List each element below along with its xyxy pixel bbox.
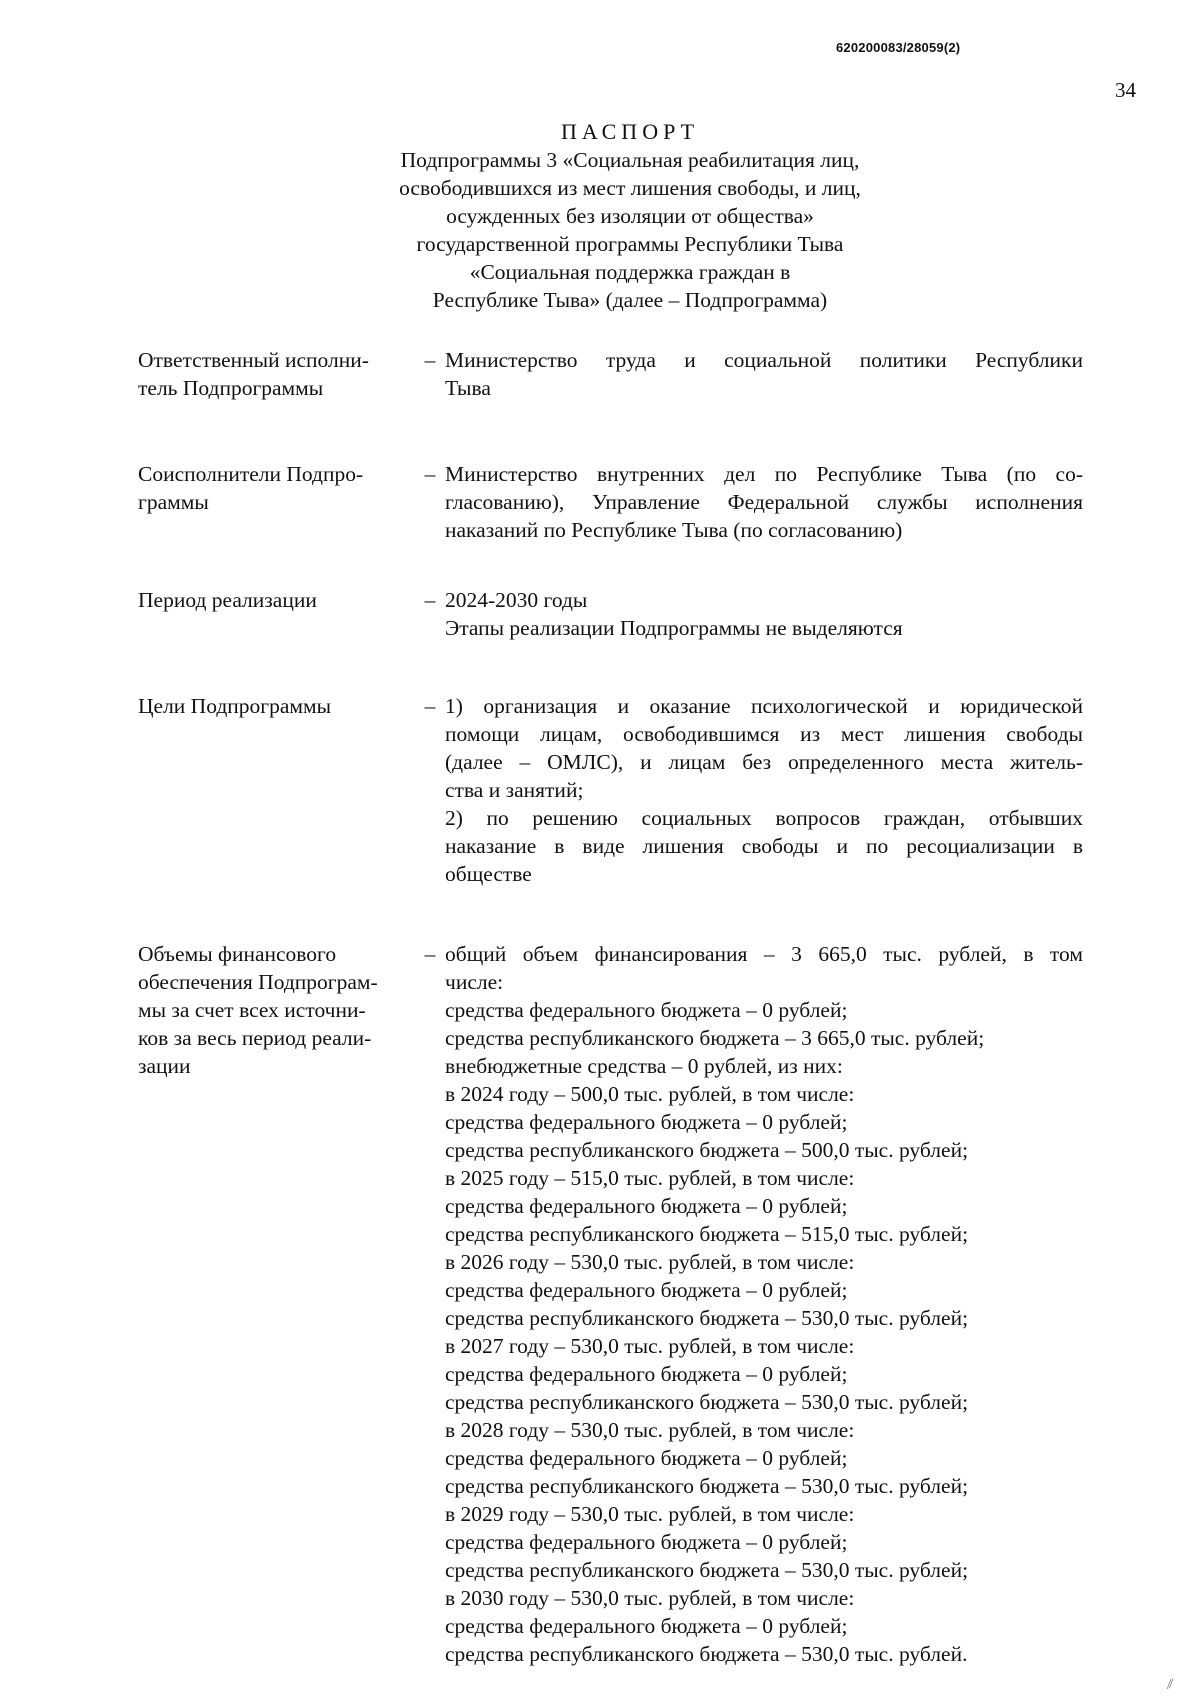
row-value-line: 2024-2030 годы [445, 588, 588, 612]
row-label [138, 586, 415, 642]
row-label-line: Ответственный исполни- [138, 348, 369, 372]
row-value-line: средства республиканского бюджета – 530,0 тыс. рублей; [445, 1306, 969, 1330]
subtitle-line: освободившихся из мест лишения свободы, и лиц, [399, 176, 861, 200]
subtitle-line: Подпрограммы 3 «Социальная реабилитация лиц, [400, 148, 860, 172]
row-dash: – [424, 588, 436, 612]
row-value-line: помощи лицам, освободившимся из мест лишения свободы [445, 722, 1083, 746]
row-value-line: средства республиканского бюджета – 530,0 тыс. рублей; [445, 1558, 969, 1582]
row-value-line: средства федерального бюджета – 0 рублей; [445, 998, 848, 1022]
row-value-line: в 2026 году – 530,0 тыс. рублей, в том числе: [445, 1250, 855, 1274]
row-label-line: мы за счет всех источни- [138, 998, 366, 1022]
row-value [445, 346, 1083, 402]
row-value-line: наказаний по Республике Тыва (по согласованию) [445, 518, 903, 542]
row-value-line: средства республиканского бюджета – 530,0 тыс. рублей; [445, 1390, 969, 1414]
row-value-line: средства республиканского бюджета – 3 665,0 тыс. рублей; [445, 1026, 985, 1050]
row-label [138, 940, 415, 1668]
subtitle-line: государственной программы Республики Тыва [416, 232, 844, 256]
row-dash: – [424, 942, 436, 966]
row-value-line: средства федерального бюджета – 0 рублей; [445, 1110, 848, 1134]
row-label [138, 460, 415, 544]
passport-row [138, 692, 1118, 888]
row-label-line: тель Подпрограммы [138, 376, 324, 400]
passport-row [138, 940, 1118, 1668]
passport-table [138, 346, 1118, 1668]
row-label [138, 346, 415, 402]
row-label-line: Соисполнители Подпро- [138, 462, 364, 486]
passport-row [138, 586, 1118, 642]
row-label-line: обеспечения Подпрограм- [138, 970, 378, 994]
row-value-line: в 2024 году – 500,0 тыс. рублей, в том числе: [445, 1082, 855, 1106]
row-value-line: средства федерального бюджета – 0 рублей; [445, 1194, 848, 1218]
handwritten-mark: ∕∕ [1166, 1675, 1175, 1692]
row-value-line: средства федерального бюджета – 0 рублей; [445, 1446, 848, 1470]
row-value-line: средства республиканского бюджета – 515,0 тыс. рублей; [445, 1222, 969, 1246]
row-value-line: внебюджетные средства – 0 рублей, из них: [445, 1054, 843, 1078]
row-value-line: средства федерального бюджета – 0 рублей; [445, 1278, 848, 1302]
row-value [445, 460, 1083, 544]
row-value-line: средства федерального бюджета – 0 рублей; [445, 1530, 848, 1554]
subtitle-line: Республике Тыва» (далее – Подпрограмма) [432, 288, 828, 312]
passport-row [138, 346, 1118, 402]
row-dash: – [424, 462, 436, 486]
row-value-line: Этапы реализации Подпрограммы не выделяются [445, 616, 903, 640]
row-value-line: средства республиканского бюджета – 530,0 тыс. рублей; [445, 1474, 969, 1498]
row-value-line: в 2027 году – 530,0 тыс. рублей, в том числе: [445, 1334, 855, 1358]
row-label-line: зации [138, 1054, 191, 1078]
row-value-line: в 2025 году – 515,0 тыс. рублей, в том числе: [445, 1166, 855, 1190]
row-value-line: средства республиканского бюджета – 500,0 тыс. рублей; [445, 1138, 969, 1162]
row-value-line: средства республиканского бюджета – 530,0 тыс. рублей. [445, 1642, 968, 1666]
row-dash: – [424, 694, 436, 718]
document-code: 620200083/28059(2) [836, 40, 961, 55]
row-label-line: Объемы финансового [138, 942, 337, 966]
subtitle-line: осужденных без изоляции от общества» [446, 204, 814, 228]
row-value-line: в 2028 году – 530,0 тыс. рублей, в том числе: [445, 1418, 855, 1442]
row-value-line: ства и занятий; [445, 778, 584, 802]
row-label-line: Период реализации [138, 588, 317, 612]
row-value-line: наказание в виде лишения свободы и по ресоциализации в [445, 834, 1083, 858]
row-value [445, 940, 1083, 1668]
row-value-line: Министерство труда и социальной политики Республики [445, 348, 1083, 372]
row-value [445, 586, 1083, 642]
row-label-line: Цели Подпрограммы [138, 694, 332, 718]
row-value-line: обществе [445, 862, 532, 886]
row-value-line: в 2029 году – 530,0 тыс. рублей, в том числе: [445, 1502, 855, 1526]
row-value-line: 2) по решению социальных вопросов граждан, отбывших [445, 806, 1083, 830]
row-value-line: средства федерального бюджета – 0 рублей; [445, 1362, 848, 1386]
row-label-line: ков за весь период реали- [138, 1026, 372, 1050]
row-value-line: в 2030 году – 530,0 тыс. рублей, в том числе: [445, 1586, 855, 1610]
passport-title: ПАСПОРТ [560, 119, 700, 144]
passport-row [138, 460, 1118, 544]
row-value-line: общий объем финансирования – 3 665,0 тыс. рублей, в том [445, 942, 1083, 966]
row-value-line: 1) организация и оказание психологической и юридической [445, 694, 1083, 718]
row-value-line: Тыва [445, 376, 491, 400]
row-value-line: Министерство внутренних дел по Республике Тыва (по со- [445, 462, 1083, 486]
subtitle-line: «Социальная поддержка граждан в [469, 260, 791, 284]
row-value-line: средства федерального бюджета – 0 рублей; [445, 1614, 848, 1638]
row-value [445, 692, 1083, 888]
row-value-line: гласованию), Управление Федеральной службы исполнения [445, 490, 1083, 514]
row-dash: – [424, 348, 436, 372]
row-label-line: граммы [138, 490, 209, 514]
row-label [138, 692, 415, 888]
row-value-line: (далее – ОМЛС), и лицам без определенного места житель- [445, 750, 1083, 774]
page-number: 34 [1115, 78, 1136, 102]
row-value-line: числе: [445, 970, 504, 994]
passport-title-block [300, 118, 960, 314]
